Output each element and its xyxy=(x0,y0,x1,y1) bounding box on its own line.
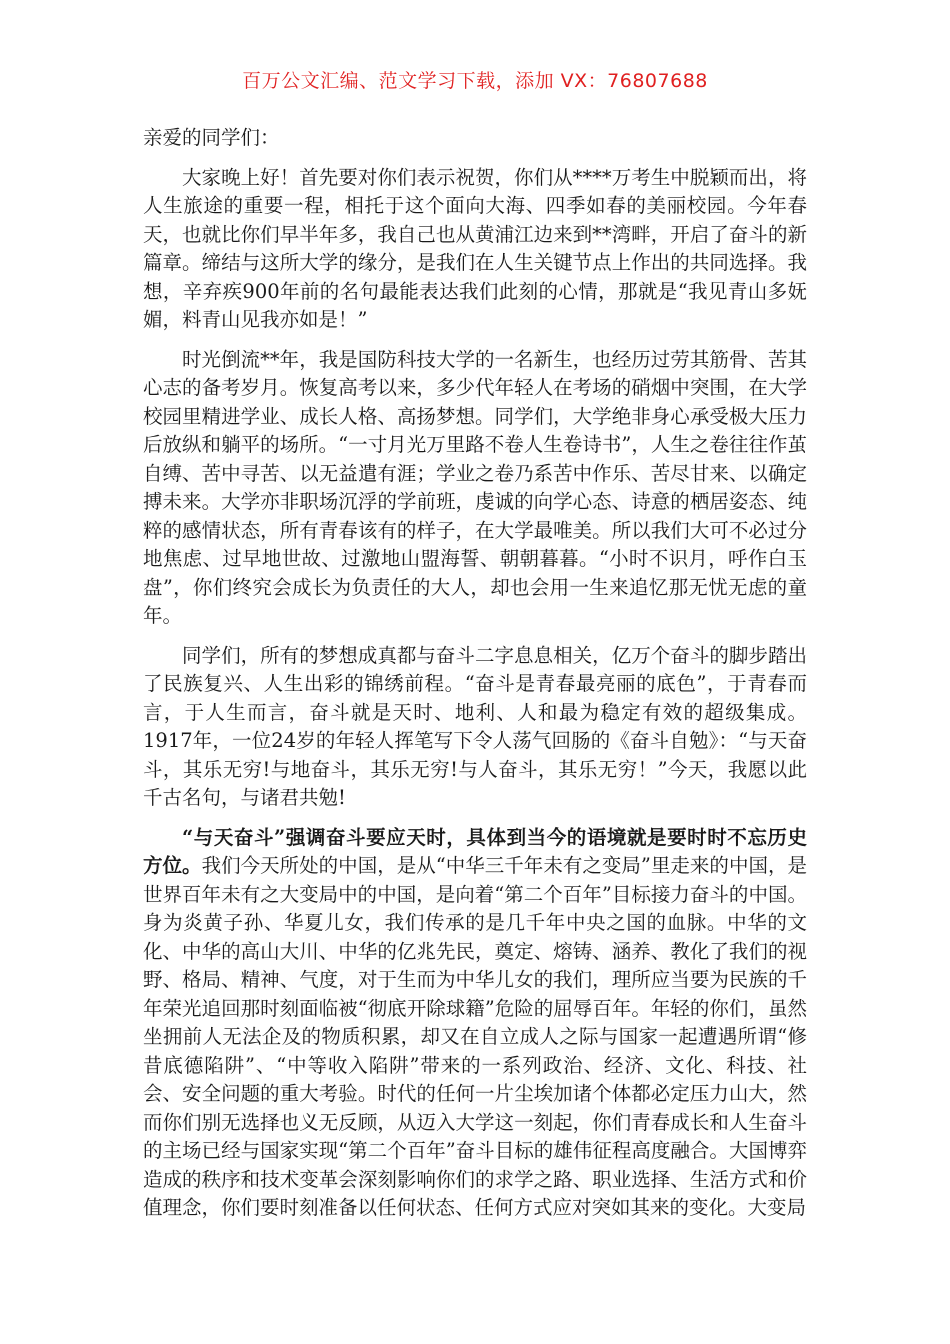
paragraph-4-lead: “与天奋斗”强调奋斗要应天时，具体到当今的语境就是要时时不忘历史方位。 xyxy=(143,825,807,877)
document-body xyxy=(143,124,807,1234)
paragraph-4 xyxy=(143,824,807,1223)
greeting: 亲爱的同学们： xyxy=(143,126,280,149)
paragraph-2 xyxy=(143,346,807,631)
paragraph-4-text: 我们今天所处的中国，是从“中华三千年未有之变局”里走来的中国，是世界百年未有之大变局中的中国，是向着“第二个百年”目标接力奋斗的中国。身为炎黄子孙、华夏儿女，我们传承的是几千年中央之国的血脉。中华的文化、中华的高山大川、中华的亿兆先民，奠定、熔铸、涵养、教化了我们的视野、格局、精神、气度，对于生而为中华儿女的我们，理所应当要为民族的千年荣光追回那时刻面临被“彻底开除球籍”危险的屈辱百年。年轻的你们，虽然坐拥前人无法企及的物质积累，却又在自立成人之际与国家一起遭遇所谓“修昔底德陷阱”、“中等收入陷阱”带来的一系列政治、经济、文化、科技、社会、安全问题的重大考验。时代的任何一片尘埃加诸个体都必定压力山大，然而你们别无选择也义无反顾，从迈入大学这一刻起，你们青春成长和人生奋斗的主场已经与国家实现“第二个百年”奋斗目标的雄伟征程高度融合。大国博弈造成的秩序和技术变革会深刻影响你们的求学之路、职业选择、生活方式和价值理念，你们要时刻准备以任何状态、任何方式应对突如其来的变化。大变局 xyxy=(143,854,807,1219)
watermark-header: 百万公文汇编、范文学习下载，添加 VX：76807688 xyxy=(242,70,708,92)
paragraph-1 xyxy=(143,164,807,335)
paragraph-1-text: 大家晚上好！首先要对你们表示祝贺，你们从****万考生中脱颖而出，将人生旅途的重要一程，相托于这个面向大海、四季如春的美丽校园。今年春天，也就比你们早半年多，我自己也从黄浦江边来到**湾畔，开启了奋斗的新篇章。缔结与这所大学的缘分，是我们在人生关键节点上作出的共同选择。我想，辛弃疾900年前的名句最能表达我们此刻的心情，那就是“我见青山多妩媚，料青山见我亦如是！” xyxy=(143,165,807,331)
paragraph-3 xyxy=(143,642,807,813)
paragraph-2-text: 时光倒流**年，我是国防科技大学的一名新生，也经历过劳其筋骨、苦其心志的备考岁月。恢复高考以来，多少代年轻人在考场的硝烟中突围，在大学校园里精进学业、成长人格、高扬梦想。同学们，大学绝非身心承受极大压力后放纵和躺平的场所。“一寸月光万里路不卷人生卷诗书”，人生之卷往往作茧自缚、苦中寻苦、以无益遣有涯；学业之卷乃系苦中作乐、苦尽甘来、以确定搏未来。大学亦非职场沉浮的学前班，虔诚的向学心态、诗意的栖居姿态、纯粹的感情状态，所有青春该有的样子，在大学最唯美。所以我们大可不必过分地焦虑、过早地世故、过激地山盟海誓、朝朝暮暮。“小时不识月，呼作白玉盘”，你们终究会成长为负责任的大人，却也会用一生来追忆那无忧无虑的童年。 xyxy=(143,347,807,627)
paragraph-3-text: 同学们，所有的梦想成真都与奋斗二字息息相关，亿万个奋斗的脚步踏出了民族复兴、人生出彩的锦绣前程。“奋斗是青春最亮丽的底色”，于青春而言，于人生而言，奋斗就是天时、地利、人和最为稳定有效的超级集成。1917年，一位24岁的年轻人挥笔写下令人荡气回肠的《奋斗自勉》：“与天奋斗，其乐无穷!与地奋斗，其乐无穷!与人奋斗，其乐无穷！”今天，我愿以此千古名句，与诸君共勉! xyxy=(143,643,807,809)
